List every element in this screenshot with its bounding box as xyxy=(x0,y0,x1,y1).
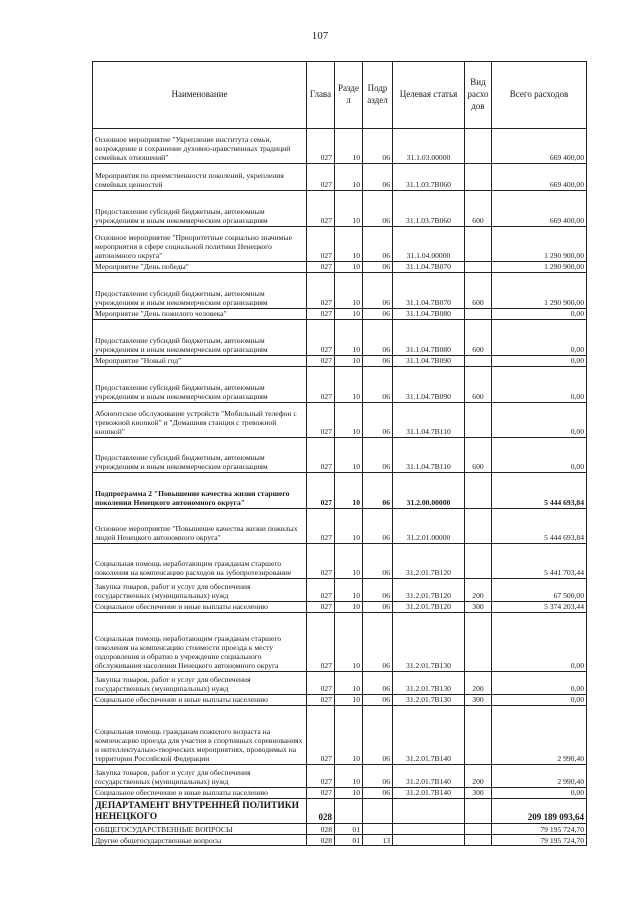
row-name: Мероприятие "Новый год" xyxy=(93,356,307,367)
table-row xyxy=(93,227,587,262)
row-target: 31.1.04.7В090 xyxy=(393,367,465,403)
row-total: 0,00 xyxy=(492,788,587,799)
row-expense-type: 600 xyxy=(465,191,492,227)
row-chapter: 027 xyxy=(307,602,335,613)
row-target: 31.2.01.7В140 xyxy=(393,706,465,765)
row-subsection: 06 xyxy=(363,164,393,191)
row-name: Социальная помощь неработающим гражданам старшего поколения на компенсацию расходов на зубопротезирование xyxy=(93,544,307,579)
row-expense-type xyxy=(465,544,492,579)
row-subsection: 06 xyxy=(363,695,393,706)
row-target: 31.1.04.7В070 xyxy=(393,273,465,309)
row-subsection: 06 xyxy=(363,403,393,438)
row-name: Закупка товаров, работ и услуг для обеспечения государственных (муниципальных) нужд xyxy=(93,672,307,695)
budget-table xyxy=(92,61,587,846)
row-target: 31.2.01.00000 xyxy=(393,509,465,544)
row-subsection: 06 xyxy=(363,191,393,227)
row-name: Основное мероприятие "Укрепление института семьи, возрождение и сохранение духовно-нравственных традиций семейных отношений" xyxy=(93,129,307,164)
row-expense-type xyxy=(465,706,492,765)
row-section: 10 xyxy=(335,544,363,579)
row-expense-type xyxy=(465,403,492,438)
row-chapter: 027 xyxy=(307,509,335,544)
row-chapter: 027 xyxy=(307,191,335,227)
row-section: 10 xyxy=(335,613,363,672)
row-chapter: 027 xyxy=(307,403,335,438)
row-chapter: 028 xyxy=(307,824,335,835)
row-name: Закупка товаров, работ и услуг для обеспечения государственных (муниципальных) нужд xyxy=(93,765,307,788)
row-section: 10 xyxy=(335,309,363,320)
row-chapter: 027 xyxy=(307,129,335,164)
row-target: 31.2.01.7В140 xyxy=(393,788,465,799)
row-name: Другие общегосударственные вопросы xyxy=(93,835,307,846)
row-target: 31.1.04.7В090 xyxy=(393,356,465,367)
row-expense-type xyxy=(465,835,492,846)
row-target: 31.2.00.00000 xyxy=(393,473,465,509)
row-name: Мероприятие "День пожилого человека" xyxy=(93,309,307,320)
row-section: 01 xyxy=(335,835,363,846)
row-section: 10 xyxy=(335,273,363,309)
row-subsection: 06 xyxy=(363,672,393,695)
row-section: 10 xyxy=(335,695,363,706)
row-expense-type: 200 xyxy=(465,579,492,602)
row-target xyxy=(393,799,465,824)
row-target: 31.2.01.7В130 xyxy=(393,613,465,672)
row-section: 10 xyxy=(335,672,363,695)
row-subsection: 06 xyxy=(363,788,393,799)
row-chapter: 027 xyxy=(307,579,335,602)
row-expense-type xyxy=(465,356,492,367)
row-chapter: 027 xyxy=(307,273,335,309)
row-expense-type xyxy=(465,613,492,672)
row-expense-type: 600 xyxy=(465,438,492,473)
row-subsection: 06 xyxy=(363,129,393,164)
row-target: 31.1.04.00000 xyxy=(393,227,465,262)
row-section: 10 xyxy=(335,788,363,799)
table-row xyxy=(93,835,587,846)
row-target: 31.2.01.7В120 xyxy=(393,579,465,602)
row-total: 0,00 xyxy=(492,320,587,356)
row-expense-type xyxy=(465,129,492,164)
row-name: ОБЩЕГОСУДАРСТВЕННЫЕ ВОПРОСЫ xyxy=(93,824,307,835)
row-subsection: 06 xyxy=(363,509,393,544)
row-subsection: 06 xyxy=(363,309,393,320)
row-chapter: 027 xyxy=(307,309,335,320)
row-total: 67 500,00 xyxy=(492,579,587,602)
row-expense-type: 600 xyxy=(465,367,492,403)
row-chapter: 027 xyxy=(307,262,335,273)
row-subsection: 06 xyxy=(363,273,393,309)
row-section: 01 xyxy=(335,824,363,835)
row-expense-type: 600 xyxy=(465,273,492,309)
row-total: 5 441 703,44 xyxy=(492,544,587,579)
row-subsection: 06 xyxy=(363,367,393,403)
row-total: 79 195 724,70 xyxy=(492,824,587,835)
row-target: 31.1.03.7В060 xyxy=(393,191,465,227)
row-name: Основное мероприятие "Приоритетные социально значимые мероприятия в сфере социальной политики Ненецкого автономного округа" xyxy=(93,227,307,262)
row-total: 0,00 xyxy=(492,309,587,320)
row-section: 10 xyxy=(335,403,363,438)
row-expense-type xyxy=(465,227,492,262)
row-section: 10 xyxy=(335,765,363,788)
row-subsection xyxy=(363,824,393,835)
row-name: Абонентское обслуживание устройств "Мобильный телефон с тревожной кнопкой" и "Домашняя станция с тревожной кнопкой" xyxy=(93,403,307,438)
row-total: 5 444 693,84 xyxy=(492,473,587,509)
row-subsection: 06 xyxy=(363,579,393,602)
row-target: 31.2.01.7В140 xyxy=(393,765,465,788)
row-expense-type xyxy=(465,262,492,273)
table-row xyxy=(93,367,587,403)
row-target: 31.2.01.7В120 xyxy=(393,602,465,613)
row-subsection: 06 xyxy=(363,227,393,262)
row-name: Предоставление субсидий бюджетным, автономным учреждениям и иным некоммерческим организациям xyxy=(93,438,307,473)
row-subsection: 06 xyxy=(363,613,393,672)
row-subsection: 06 xyxy=(363,438,393,473)
row-expense-type xyxy=(465,799,492,824)
row-total: 1 290 900,00 xyxy=(492,262,587,273)
row-name: Предоставление субсидий бюджетным, автономным учреждениям и иным некоммерческим организациям xyxy=(93,320,307,356)
row-name: Социальная помощь неработающим гражданам старшего поколения на компенсацию стоимости проезда к месту оздоровления и обратно в учреждение социального обслуживания населения Ненецкого автономного округа xyxy=(93,613,307,672)
row-section: 10 xyxy=(335,579,363,602)
table-row xyxy=(93,695,587,706)
row-expense-type xyxy=(465,309,492,320)
table-row xyxy=(93,824,587,835)
row-name: Основное мероприятие "Повышение качества жизни пожилых людей Ненецкого автономного округа" xyxy=(93,509,307,544)
row-chapter: 027 xyxy=(307,672,335,695)
row-section: 10 xyxy=(335,706,363,765)
row-expense-type: 600 xyxy=(465,320,492,356)
row-subsection: 06 xyxy=(363,473,393,509)
table-row xyxy=(93,191,587,227)
table-row xyxy=(93,438,587,473)
row-section: 10 xyxy=(335,164,363,191)
header-subsection: Подр аздел xyxy=(363,62,393,129)
row-section: 10 xyxy=(335,509,363,544)
row-name: Предоставление субсидий бюджетным, автономным учреждениям и иным некоммерческим организациям xyxy=(93,191,307,227)
row-name: Подпрограмма 2 "Повышение качества жизни старшего поколения Ненецкого автономного округа" xyxy=(93,473,307,509)
row-subsection: 06 xyxy=(363,765,393,788)
row-target: 31.1.04.7В070 xyxy=(393,262,465,273)
row-target: 31.2.01.7В130 xyxy=(393,672,465,695)
table-row xyxy=(93,509,587,544)
row-subsection: 06 xyxy=(363,706,393,765)
row-subsection: 06 xyxy=(363,262,393,273)
row-target: 31.2.01.7В120 xyxy=(393,544,465,579)
row-expense-type xyxy=(465,473,492,509)
row-chapter: 027 xyxy=(307,765,335,788)
row-target xyxy=(393,824,465,835)
row-total: 1 290 900,00 xyxy=(492,273,587,309)
row-total: 0,00 xyxy=(492,356,587,367)
table-row xyxy=(93,403,587,438)
header-expense-type: Вид расхо дов xyxy=(465,62,492,129)
row-target: 31.1.04.7В080 xyxy=(393,320,465,356)
row-expense-type xyxy=(465,164,492,191)
table-row xyxy=(93,320,587,356)
row-subsection: 13 xyxy=(363,835,393,846)
table-row xyxy=(93,262,587,273)
row-section: 10 xyxy=(335,227,363,262)
row-subsection xyxy=(363,799,393,824)
row-subsection: 06 xyxy=(363,320,393,356)
row-expense-type: 300 xyxy=(465,602,492,613)
header-row xyxy=(93,62,587,129)
row-chapter: 027 xyxy=(307,788,335,799)
header-chapter: Глава xyxy=(307,62,335,129)
row-total: 669 400,00 xyxy=(492,164,587,191)
row-chapter: 027 xyxy=(307,544,335,579)
row-subsection: 06 xyxy=(363,356,393,367)
row-target: 31.1.04.7В110 xyxy=(393,438,465,473)
row-name: Предоставление субсидий бюджетным, автономным учреждениям и иным некоммерческим организациям xyxy=(93,367,307,403)
row-section: 10 xyxy=(335,262,363,273)
row-total: 0,00 xyxy=(492,613,587,672)
row-section: 10 xyxy=(335,438,363,473)
row-target: 31.1.04.7В080 xyxy=(393,309,465,320)
row-target: 31.1.03.00000 xyxy=(393,129,465,164)
row-chapter: 027 xyxy=(307,438,335,473)
row-section: 10 xyxy=(335,367,363,403)
row-total: 1 290 900,00 xyxy=(492,227,587,262)
row-chapter: 028 xyxy=(307,799,335,824)
row-chapter: 027 xyxy=(307,706,335,765)
row-subsection: 06 xyxy=(363,544,393,579)
table-row xyxy=(93,544,587,579)
row-name: Социальное обеспечение и иные выплаты населению xyxy=(93,602,307,613)
row-expense-type xyxy=(465,824,492,835)
row-chapter: 027 xyxy=(307,227,335,262)
row-target xyxy=(393,835,465,846)
row-chapter: 027 xyxy=(307,356,335,367)
header-total: Всего расходов xyxy=(492,62,587,129)
row-total: 2 990,40 xyxy=(492,765,587,788)
row-expense-type xyxy=(465,509,492,544)
row-total: 0,00 xyxy=(492,672,587,695)
table-row xyxy=(93,129,587,164)
table-row xyxy=(93,799,587,824)
row-total: 5 444 693,84 xyxy=(492,509,587,544)
header-section: Разде л xyxy=(335,62,363,129)
table-row xyxy=(93,765,587,788)
row-section: 10 xyxy=(335,129,363,164)
row-name: Закупка товаров, работ и услуг для обеспечения государственных (муниципальных) нужд xyxy=(93,579,307,602)
row-total: 0,00 xyxy=(492,367,587,403)
row-name: Социальное обеспечение и иные выплаты населению xyxy=(93,695,307,706)
row-section: 10 xyxy=(335,356,363,367)
row-total: 2 990,40 xyxy=(492,706,587,765)
row-section xyxy=(335,799,363,824)
row-name: Социальное обеспечение и иные выплаты населению xyxy=(93,788,307,799)
row-name: Мероприятия по преемственности поколений, укрепления семейных ценностей xyxy=(93,164,307,191)
row-total: 79 195 724,70 xyxy=(492,835,587,846)
table-row xyxy=(93,473,587,509)
header-target: Целевая статья xyxy=(393,62,465,129)
row-expense-type: 200 xyxy=(465,672,492,695)
table-row xyxy=(93,164,587,191)
row-total: 669 400,00 xyxy=(492,191,587,227)
table-row xyxy=(93,356,587,367)
row-expense-type: 300 xyxy=(465,788,492,799)
row-chapter: 027 xyxy=(307,613,335,672)
row-section: 10 xyxy=(335,320,363,356)
table-row xyxy=(93,579,587,602)
table-row xyxy=(93,706,587,765)
row-total: 5 374 203,44 xyxy=(492,602,587,613)
row-chapter: 027 xyxy=(307,367,335,403)
page-number: 107 xyxy=(311,30,329,42)
row-section: 10 xyxy=(335,473,363,509)
table-row xyxy=(93,273,587,309)
row-total: 0,00 xyxy=(492,403,587,438)
table-row xyxy=(93,788,587,799)
table-row xyxy=(93,613,587,672)
row-chapter: 027 xyxy=(307,473,335,509)
row-target: 31.1.03.7В060 xyxy=(393,164,465,191)
row-expense-type: 200 xyxy=(465,765,492,788)
row-total: 209 189 093,64 xyxy=(492,799,587,824)
row-chapter: 027 xyxy=(307,164,335,191)
row-expense-type: 300 xyxy=(465,695,492,706)
row-total: 0,00 xyxy=(492,695,587,706)
row-chapter: 027 xyxy=(307,320,335,356)
row-name: Социальная помощь гражданам пожилого возраста на компенсацию проезда для участия в спортивных соревнованиях и интеллектуально-творческих мероприятиях, проводимых на территории Российской Федерации xyxy=(93,706,307,765)
table-row xyxy=(93,672,587,695)
row-chapter: 028 xyxy=(307,835,335,846)
table-row xyxy=(93,309,587,320)
row-target: 31.1.04.7В110 xyxy=(393,403,465,438)
row-total: 0,00 xyxy=(492,438,587,473)
row-subsection: 06 xyxy=(363,602,393,613)
row-section: 10 xyxy=(335,602,363,613)
row-total: 669 400,00 xyxy=(492,129,587,164)
row-name: Предоставление субсидий бюджетным, автономным учреждениям и иным некоммерческим организациям xyxy=(93,273,307,309)
header-name: Наименование xyxy=(93,62,307,129)
row-target: 31.2.01.7В130 xyxy=(393,695,465,706)
row-section: 10 xyxy=(335,191,363,227)
row-chapter: 027 xyxy=(307,695,335,706)
row-name: ДЕПАРТАМЕНТ ВНУТРЕННЕЙ ПОЛИТИКИ НЕНЕЦКОГО xyxy=(93,799,307,824)
row-name: Мероприятие "День победы" xyxy=(93,262,307,273)
table-row xyxy=(93,602,587,613)
